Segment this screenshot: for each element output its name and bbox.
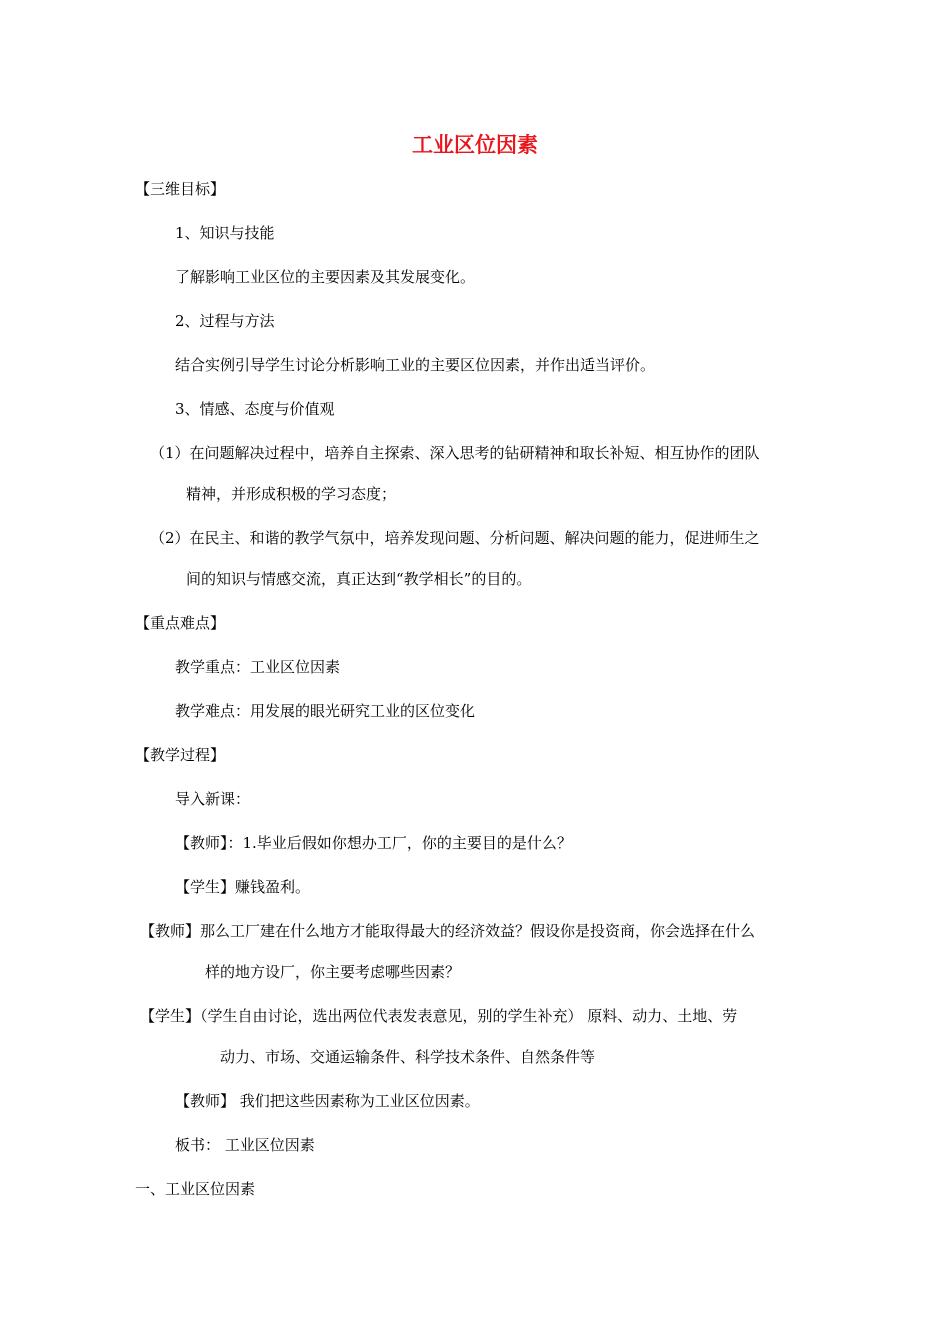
dialogue-teacher-2: 【教师】那么工厂建在什么地方才能取得最大的经济效益？假设你是投资商，你会选择在什么 [140, 922, 756, 940]
section-heading-objectives: 【三维目标】 [135, 180, 226, 198]
paragraph-difficult-point: 教学难点：用发展的眼光研究工业的区位变化 [175, 702, 476, 720]
dialogue-teacher-2-cont: 样的地方设厂，你主要考虑哪些因素？ [205, 963, 461, 981]
subheading-attitude: 3、情感、态度与价值观 [175, 400, 335, 418]
dialogue-teacher-3: 【教师】 我们把这些因素称为工业区位因素。 [175, 1092, 480, 1110]
paragraph-intro: 导入新课： [175, 790, 251, 808]
document-title: 工业区位因素 [412, 133, 538, 157]
subheading-process: 2、过程与方法 [175, 312, 275, 330]
dialogue-student-2: 【学生】（学生自由讨论，选出两位代表发表意见，别的学生补充） 原料、动力、土地、劳 [140, 1007, 738, 1025]
paragraph-attitude-1: （1）在问题解决过程中，培养自主探索、深入思考的钻研精神和取长补短、相互协作的团队 [150, 444, 760, 462]
paragraph-attitude-2-cont: 间的知识与情感交流，真正达到“教学相长”的目的。 [186, 570, 532, 588]
section-heading-key-points: 【重点难点】 [135, 614, 226, 632]
section-heading-teaching-process: 【教学过程】 [135, 746, 226, 764]
dialogue-student-2-cont: 动力、市场、交通运输条件、科学技术条件、自然条件等 [220, 1048, 596, 1066]
dialogue-teacher-1: 【教师】：1.毕业后假如你想办工厂，你的主要目的是什么？ [175, 834, 572, 852]
paragraph-knowledge: 了解影响工业区位的主要因素及其发展变化。 [175, 268, 476, 286]
board-note: 板书： 工业区位因素 [175, 1136, 315, 1154]
paragraph-key-point: 教学重点：工业区位因素 [175, 658, 341, 676]
paragraph-attitude-2: （2）在民主、和谐的教学气氛中，培养发现问题、分析问题、解决问题的能力，促进师生之 [150, 529, 760, 547]
subheading-knowledge: 1、知识与技能 [175, 224, 275, 242]
dialogue-student-1: 【学生】赚钱盈利。 [175, 878, 311, 896]
paragraph-attitude-1-cont: 精神，并形成积极的学习态度； [186, 485, 397, 503]
paragraph-process: 结合实例引导学生讨论分析影响工业的主要区位因素，并作出适当评价。 [175, 356, 656, 374]
section-heading-factors: 一、工业区位因素 [135, 1180, 256, 1198]
